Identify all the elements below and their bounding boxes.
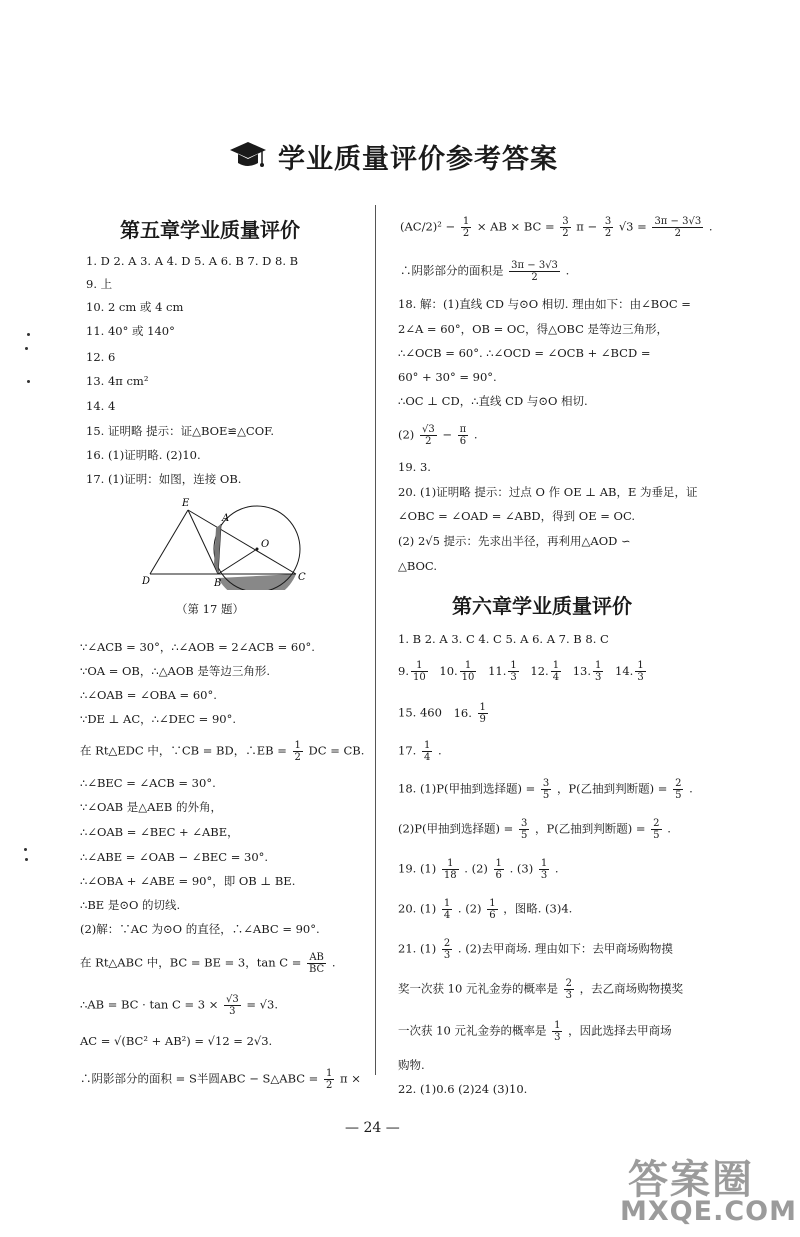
numerator: 3	[520, 818, 528, 829]
numerator: 2	[443, 938, 451, 949]
q21-3-b: ，因此选择去甲商场	[568, 1023, 672, 1038]
q21-1-b: . (2)去甲商场. 理由如下：去甲商场购物摸	[457, 941, 673, 956]
ch5-q17: 17. (1)证明：如图，连接 OB.	[86, 472, 242, 486]
q18-line-4: 60° + 30° = 90°.	[398, 370, 497, 384]
q-label: 14.	[615, 663, 634, 678]
fraction	[635, 660, 645, 683]
proof-line-16-b: π ×	[340, 1071, 361, 1086]
page-header	[228, 132, 568, 180]
center-o-dot	[256, 548, 259, 551]
proof-line-6: ∴∠BEC = ∠ACB = 30°.	[80, 776, 216, 790]
q-label: 9.	[398, 663, 409, 678]
denominator: 3	[510, 672, 517, 683]
fraction	[420, 424, 437, 447]
formula-c: π −	[576, 219, 598, 234]
result-b: .	[565, 263, 570, 278]
q18-line-1: 18. 解：(1)直线 CD 与⊙O 相切. 理由如下：由∠BOC =	[398, 297, 691, 311]
q18-1-a: 18. (1)P(甲抽到选择题) =	[398, 781, 536, 796]
numerator: AB	[307, 952, 326, 964]
denominator: 5	[520, 830, 528, 841]
chapter6-title: 第六章学业质量评价	[452, 594, 632, 618]
ch6-q21-line-1	[398, 938, 673, 961]
line-de	[150, 510, 188, 574]
proof-line-5-b: DC = CB.	[308, 743, 365, 758]
proof-line-7: ∵∠OAB 是△AEB 的外角，	[80, 800, 222, 814]
numerator: 1	[637, 660, 644, 671]
fraction	[564, 978, 574, 1001]
numerator: 1	[411, 660, 428, 672]
denominator: 2	[425, 436, 432, 447]
q19-d: .	[554, 861, 559, 876]
shaded-area-result	[400, 260, 569, 283]
q18-line-5: ∴OC ⊥ CD，∴直线 CD 与⊙O 相切.	[398, 394, 588, 408]
ch6-answers-1-8: 1. B 2. A 3. C 4. C 5. A 6. A 7. B 8. C	[398, 632, 609, 646]
proof-line-13-a: 在 Rt△ABC 中，BC = BE = 3，tan C =	[80, 955, 302, 970]
denominator: 5	[653, 830, 660, 841]
q18-line-6	[398, 424, 478, 447]
numerator: 1	[479, 702, 486, 713]
fraction	[541, 778, 551, 801]
watermark-line-1: 答案圈	[628, 1157, 754, 1203]
label-a: A	[222, 513, 230, 524]
ch6-q14	[615, 660, 648, 683]
q18-6-a: (2)	[398, 427, 415, 442]
fraction	[551, 660, 561, 683]
fraction	[478, 702, 488, 725]
ch6-q20	[398, 898, 572, 921]
q19-c: . (3)	[509, 861, 534, 876]
denominator: 10	[412, 672, 426, 683]
ch6-q21-line-2	[398, 978, 683, 1001]
q18-2-a: (2)P(甲抽到选择题) =	[398, 821, 514, 836]
proof-line-9: ∴∠ABE = ∠OAB − ∠BEC = 30°.	[80, 850, 269, 864]
denominator: 3	[443, 950, 451, 961]
fraction	[652, 216, 703, 239]
numerator: 1	[442, 858, 459, 870]
denominator: 2	[294, 752, 301, 763]
ch6-q9-14	[398, 660, 648, 683]
scan-speck	[27, 333, 30, 336]
label-b: B	[214, 578, 222, 589]
q18-6-c: .	[473, 427, 478, 442]
numerator: 1	[489, 898, 496, 909]
ch6-q19	[398, 858, 559, 881]
label-o: O	[261, 539, 270, 550]
ch5-q10: 10. 2 cm 或 4 cm	[86, 300, 184, 314]
fraction	[307, 952, 326, 975]
numerator: 1	[495, 858, 502, 869]
denominator: 18	[443, 870, 457, 881]
denominator: 5	[542, 790, 550, 801]
fraction	[411, 660, 428, 683]
q-label: 12.	[530, 663, 549, 678]
watermark-logo	[620, 1148, 795, 1230]
ch6-q13	[572, 660, 606, 683]
denominator: 3	[565, 990, 572, 1001]
q18-line-2: 2∠A = 60°，OB = OC，得△OBC 是等边三角形，	[398, 322, 669, 336]
q21-2-b: ，去乙商场购物摸奖	[579, 981, 684, 996]
denominator: 9	[479, 714, 486, 725]
label-c: C	[298, 572, 306, 583]
q18-2-c: .	[667, 821, 671, 836]
scan-speck	[25, 858, 28, 861]
q20-c: ，图略. (3)4.	[503, 901, 573, 916]
denominator: 3	[540, 870, 548, 881]
proof-line-5-a: 在 Rt△EDC 中，∵CB = BD，∴EB =	[80, 743, 287, 758]
ch6-q15: 15. 460	[398, 705, 442, 720]
proof-line-15: AC = √(BC² + AB²) = √12 = 2√3.	[80, 1034, 273, 1048]
q19-b: . (2)	[464, 861, 488, 876]
fraction	[539, 858, 549, 881]
scan-speck	[25, 347, 28, 350]
proof-line-10: ∴∠OBA + ∠ABE = 90°，即 OB ⊥ BE.	[80, 874, 296, 888]
label-e: E	[182, 498, 190, 509]
proof-line-1: ∵∠ACB = 30°，∴∠AOB = 2∠ACB = 60°.	[80, 640, 315, 654]
denominator: 3	[229, 1006, 236, 1017]
ch6-q18-line-1	[398, 778, 693, 801]
denominator: 4	[552, 672, 560, 683]
scan-speck	[27, 380, 30, 383]
numerator: 3	[562, 216, 569, 227]
ch5-answers-1-8: 1. D 2. A 3. A 4. D 5. A 6. B 7. D 8. B	[86, 254, 299, 268]
denominator: 3	[554, 1032, 561, 1043]
ch6-q12	[530, 660, 563, 683]
ch5-q13: 13. 4π cm²	[86, 374, 149, 388]
page-number: — 24 —	[345, 1120, 400, 1136]
q20-line-4: △BOC.	[398, 559, 437, 573]
denominator: 6	[459, 436, 467, 447]
denominator: 2	[325, 1080, 333, 1091]
numerator: 1	[294, 740, 301, 751]
fraction	[508, 660, 518, 683]
proof-line-12: (2)解：∵AC 为⊙O 的直径，∴∠ABC = 90°.	[80, 922, 320, 936]
fraction	[603, 216, 613, 239]
proof-line-11: ∴BE 是⊙O 的切线.	[80, 898, 181, 912]
page-title: 学业质量评价参考答案	[278, 143, 558, 175]
proof-line-3: ∴∠OAB = ∠OBA = 60°.	[80, 688, 217, 702]
q21-1-a: 21. (1)	[398, 941, 437, 956]
numerator: 1	[540, 858, 548, 869]
fraction	[458, 424, 469, 447]
numerator: π	[459, 424, 467, 435]
ch6-q21-line-3	[398, 1020, 672, 1043]
formula-e: .	[708, 219, 713, 234]
formula-b: × AB × BC =	[476, 219, 555, 234]
q-label: 10.	[439, 663, 458, 678]
denominator: 10	[461, 672, 475, 683]
numerator: 2	[565, 978, 572, 989]
ch5-q16: 16. (1)证明略. (2)10.	[86, 448, 201, 462]
proof-line-5	[80, 740, 364, 763]
ch6-q11	[488, 660, 521, 683]
q19-a: 19. (1)	[398, 861, 437, 876]
proof-line-14-b: = √3.	[246, 997, 278, 1012]
q17-figure	[138, 494, 318, 590]
numerator: 1	[460, 660, 477, 672]
q20-b: . (2)	[457, 901, 482, 916]
q20-line-3: (2) 2√5 提示：先求出半径，再利用△AOD ∽	[398, 534, 631, 548]
numerator: 3	[604, 216, 612, 227]
q18-line-3: ∴∠OCB = 60°. ∴∠OCD = ∠OCB + ∠BCD =	[398, 346, 651, 360]
proof-line-2: ∵OA = OB，∴△AOB 是等边三角形.	[80, 664, 271, 678]
fraction	[442, 858, 459, 881]
scan-speck	[24, 848, 27, 851]
numerator: √3	[226, 994, 239, 1005]
fraction	[442, 938, 452, 961]
graduation-cap-icon	[228, 136, 268, 176]
proof-line-16-a: ∴阴影部分的面积 = S半圆ABC − S△ABC =	[80, 1071, 319, 1086]
denominator: 3	[595, 672, 602, 683]
denominator: 2	[674, 228, 682, 239]
q-label: 13.	[572, 663, 592, 678]
result-a: ∴阴影部分的面积是	[400, 263, 504, 278]
q18-1-c: .	[689, 781, 693, 796]
numerator: 1	[462, 216, 470, 227]
numerator: 3π − 3√3	[654, 216, 702, 227]
numerator: √3	[421, 424, 435, 435]
fraction	[442, 898, 452, 921]
fraction	[560, 216, 570, 239]
proof-line-14-a: ∴AB = BC · tan C = 3 ×	[80, 997, 219, 1012]
fraction	[461, 216, 471, 239]
shaded-area-formula	[400, 216, 713, 239]
watermark-line-2: MXQE.COM	[620, 1196, 797, 1227]
proof-line-14	[80, 994, 278, 1017]
ch6-q22: 22. (1)0.6 (2)24 (3)10.	[398, 1082, 528, 1096]
ch6-q17-label: 17.	[398, 743, 417, 758]
q18-6-b: −	[442, 427, 452, 442]
numerator: 2	[675, 778, 682, 789]
q17-figure-caption: （第 17 题）	[176, 602, 244, 616]
numerator: 1	[554, 1020, 561, 1031]
q20-a: 20. (1)	[398, 901, 437, 916]
column-divider	[375, 205, 376, 1075]
line-ob	[218, 549, 257, 574]
q18-2-b: ，P(乙抽到判断题) =	[534, 821, 646, 836]
denominator: 4	[443, 910, 451, 921]
fraction	[651, 818, 661, 841]
denominator: 6	[495, 870, 502, 881]
proof-line-13	[80, 952, 336, 975]
denominator: 2	[531, 272, 538, 283]
denominator: 3	[637, 672, 644, 683]
chapter5-title: 第五章学业质量评价	[120, 218, 300, 242]
proof-line-13-b: .	[331, 955, 336, 970]
numerator: 1	[510, 660, 517, 671]
ch6-q10	[439, 660, 478, 683]
fraction	[593, 660, 603, 683]
denominator: 2	[462, 228, 470, 239]
numerator: 3	[542, 778, 550, 789]
fraction	[487, 898, 497, 921]
q19: 19. 3.	[398, 460, 431, 474]
fraction	[324, 1068, 334, 1091]
numerator: 1	[423, 740, 431, 751]
proof-line-4: ∵DE ⊥ AC，∴∠DEC = 90°.	[80, 712, 237, 726]
q20-line-2: ∠OBC = ∠OAD = ∠ABD，得到 OE = OC.	[398, 509, 636, 523]
denominator: BC	[309, 964, 325, 975]
ch5-q12: 12. 6	[86, 350, 116, 364]
ch6-q18-line-2	[398, 818, 671, 841]
fraction	[224, 994, 241, 1017]
denominator: 2	[562, 228, 569, 239]
fraction	[494, 858, 504, 881]
denominator: 2	[604, 228, 612, 239]
line-ec	[188, 510, 296, 574]
ch5-q15: 15. 证明略 提示：证△BOE≌△COF.	[86, 424, 274, 438]
fraction	[422, 740, 432, 763]
fraction	[519, 818, 529, 841]
ch6-q15-16	[398, 702, 490, 725]
ch6-q17-end: .	[437, 743, 442, 758]
proof-line-8: ∴∠OAB = ∠BEC + ∠ABE，	[80, 825, 239, 839]
ch5-q9: 9. 上	[86, 277, 113, 291]
fraction	[293, 740, 303, 763]
fraction	[509, 260, 560, 283]
formula-a: (AC/2)² −	[400, 219, 456, 234]
formula-d: √3 =	[618, 219, 647, 234]
label-d: D	[142, 576, 151, 587]
denominator: 6	[489, 910, 496, 921]
ch5-q14: 14. 4	[86, 399, 116, 413]
fraction	[552, 1020, 562, 1043]
numerator: 1	[443, 898, 451, 909]
numerator: 3π − 3√3	[511, 260, 558, 271]
fraction	[673, 778, 683, 801]
numerator: 1	[595, 660, 602, 671]
ch5-q11: 11. 40° 或 140°	[86, 324, 175, 338]
proof-line-16	[80, 1068, 361, 1091]
ch6-q17	[398, 740, 442, 763]
denominator: 4	[423, 752, 431, 763]
numerator: 1	[552, 660, 560, 671]
q21-3-a: 一次获 10 元礼金券的概率是	[398, 1023, 547, 1038]
q21-2-a: 奖一次获 10 元礼金券的概率是	[398, 981, 558, 996]
q18-1-b: ，P(乙抽到判断题) =	[556, 781, 668, 796]
q20-line-1: 20. (1)证明略 提示：过点 O 作 OE ⊥ AB，E 为垂足，证	[398, 485, 698, 499]
ch6-q21-line-4: 购物.	[398, 1058, 425, 1072]
ch6-q9	[398, 660, 430, 683]
denominator: 5	[675, 790, 682, 801]
line-eb	[188, 510, 218, 574]
q-label: 11.	[488, 663, 507, 678]
ch6-q16-label: 16.	[453, 705, 472, 720]
fraction	[460, 660, 477, 683]
numerator: 1	[325, 1068, 333, 1079]
numerator: 2	[653, 818, 660, 829]
